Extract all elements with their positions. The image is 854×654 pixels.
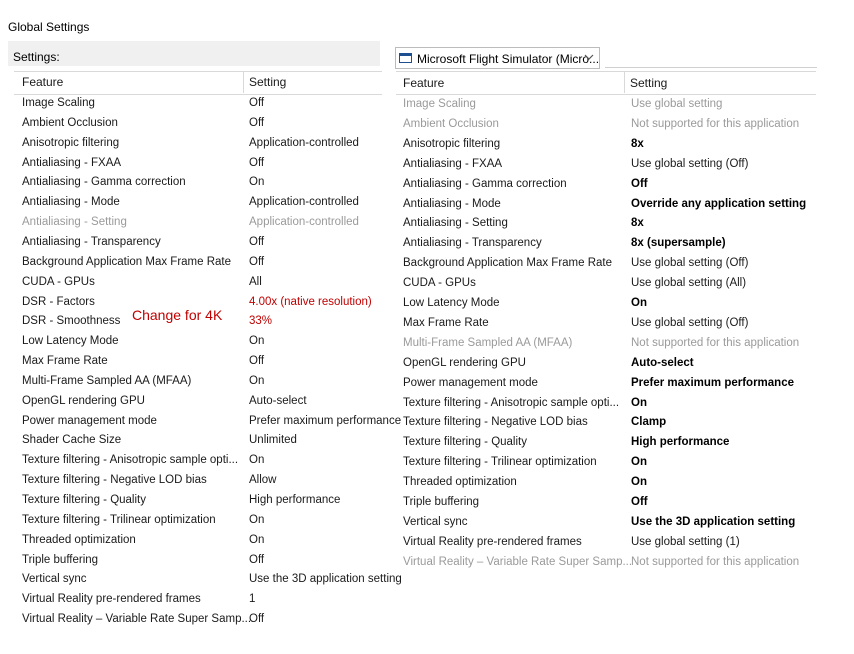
- left-row-feature[interactable]: OpenGL rendering GPU: [22, 394, 145, 407]
- right-row-setting[interactable]: Not supported for this application: [631, 117, 800, 130]
- settings-label: Settings:: [13, 50, 60, 64]
- left-row-setting[interactable]: Use the 3D application setting: [249, 573, 402, 586]
- left-row-setting[interactable]: Off: [249, 553, 265, 566]
- left-row-setting[interactable]: Allow: [249, 474, 277, 487]
- right-row-feature[interactable]: OpenGL rendering GPU: [403, 356, 526, 369]
- left-row-feature[interactable]: Antialiasing - FXAA: [22, 156, 122, 169]
- right-row-setting[interactable]: 8x: [631, 217, 644, 230]
- right-row-setting[interactable]: Not supported for this application: [631, 555, 800, 568]
- left-row-feature[interactable]: Image Scaling: [22, 97, 95, 109]
- right-row-setting[interactable]: Use global setting (All): [631, 277, 747, 290]
- left-row-feature[interactable]: Low Latency Mode: [22, 335, 119, 348]
- right-row-setting[interactable]: On: [631, 476, 647, 489]
- left-row-setting[interactable]: On: [249, 374, 265, 387]
- right-header-setting[interactable]: Setting: [630, 76, 668, 90]
- right-row-feature[interactable]: Antialiasing - Setting: [403, 217, 508, 230]
- global-settings-tab[interactable]: Global Settings: [8, 20, 90, 34]
- left-row-setting[interactable]: Auto-select: [249, 394, 307, 407]
- left-header-setting[interactable]: Setting: [249, 75, 287, 89]
- left-row-feature[interactable]: Anisotropic filtering: [22, 136, 120, 149]
- right-row-feature[interactable]: Vertical sync: [403, 515, 468, 528]
- right-row-feature[interactable]: Ambient Occlusion: [403, 117, 499, 130]
- right-row-feature[interactable]: CUDA - GPUs: [403, 277, 476, 290]
- left-row-setting[interactable]: Off: [249, 97, 265, 109]
- left-row-feature[interactable]: CUDA - GPUs: [22, 275, 95, 288]
- left-row-setting[interactable]: Off: [249, 235, 265, 248]
- right-row-setting[interactable]: Use global setting: [631, 98, 723, 110]
- left-row-setting[interactable]: Prefer maximum performance: [249, 414, 402, 427]
- right-row-feature[interactable]: Texture filtering - Negative LOD bias: [403, 416, 588, 429]
- left-row-setting[interactable]: All: [249, 275, 262, 288]
- right-table-header: [396, 71, 816, 95]
- right-row-feature[interactable]: Antialiasing - Gamma correction: [403, 177, 567, 190]
- left-row-setting[interactable]: Off: [249, 116, 265, 129]
- right-header-feature[interactable]: Feature: [403, 76, 445, 90]
- left-row-setting[interactable]: On: [249, 176, 265, 189]
- left-row-setting[interactable]: 33%: [249, 315, 273, 328]
- right-row-setting[interactable]: Override any application setting: [631, 197, 807, 210]
- right-row-setting[interactable]: Use the 3D application setting: [631, 515, 796, 528]
- right-row-feature[interactable]: Power management mode: [403, 376, 538, 389]
- left-row-feature[interactable]: Virtual Reality – Variable Rate Super Samp...: [22, 613, 252, 626]
- right-row-feature[interactable]: Texture filtering - Quality: [403, 436, 527, 449]
- left-row-setting[interactable]: Unlimited: [249, 434, 297, 447]
- chevron-down-icon: [584, 50, 594, 64]
- right-row-setting[interactable]: Auto-select: [631, 356, 694, 369]
- right-row-setting[interactable]: High performance: [631, 436, 730, 449]
- left-row-feature[interactable]: Texture filtering - Quality: [22, 494, 146, 506]
- left-row-feature[interactable]: Threaded optimization: [22, 533, 136, 546]
- right-row-feature[interactable]: Background Application Max Frame Rate: [403, 257, 613, 270]
- left-row-feature[interactable]: Texture filtering - Anisotropic sample opti...: [22, 454, 239, 467]
- left-row-feature[interactable]: Background Application Max Frame Rate: [22, 255, 232, 268]
- left-row-feature[interactable]: Texture filtering - Negative LOD bias: [22, 474, 207, 487]
- left-row-feature[interactable]: Vertical sync: [22, 573, 87, 586]
- right-row-feature[interactable]: Texture filtering - Anisotropic sample opti...: [403, 396, 620, 409]
- right-row-feature[interactable]: Low Latency Mode: [403, 297, 500, 309]
- right-row-setting[interactable]: Use global setting (1): [631, 535, 740, 548]
- change-for-4k-annotation: Change for 4K: [132, 307, 223, 323]
- right-row-feature[interactable]: Max Frame Rate: [403, 316, 489, 329]
- left-row-feature[interactable]: DSR - Factors: [22, 295, 95, 308]
- right-row-setting[interactable]: On: [631, 297, 647, 309]
- right-row-feature[interactable]: Virtual Reality pre-rendered frames: [403, 535, 582, 548]
- app-window-icon: [399, 53, 412, 63]
- left-row-feature[interactable]: Ambient Occlusion: [22, 116, 118, 129]
- left-row-setting[interactable]: Off: [249, 613, 265, 626]
- left-row-setting[interactable]: On: [249, 454, 265, 467]
- right-row-feature[interactable]: Multi-Frame Sampled AA (MFAA): [403, 336, 573, 349]
- right-row-feature[interactable]: Image Scaling: [403, 98, 476, 110]
- left-row-feature[interactable]: Triple buffering: [22, 553, 99, 566]
- left-row-feature[interactable]: Antialiasing - Gamma correction: [22, 176, 186, 189]
- right-row-setting[interactable]: Use global setting (Off): [631, 257, 749, 270]
- right-row-setting[interactable]: Use global setting (Off): [631, 316, 749, 329]
- right-row-setting[interactable]: Clamp: [631, 416, 667, 429]
- program-select-dropdown[interactable]: [395, 47, 600, 69]
- left-row-feature[interactable]: Max Frame Rate: [22, 355, 108, 368]
- left-row-setting[interactable]: Off: [249, 255, 265, 268]
- left-row-feature[interactable]: Antialiasing - Setting: [22, 216, 127, 229]
- left-header-feature[interactable]: Feature: [22, 75, 64, 89]
- left-row-feature[interactable]: Antialiasing - Transparency: [22, 235, 161, 248]
- right-row-feature[interactable]: Anisotropic filtering: [403, 137, 501, 150]
- left-row-feature[interactable]: DSR - Smoothness: [22, 315, 121, 328]
- left-row-setting[interactable]: On: [249, 335, 265, 348]
- left-row-feature[interactable]: Antialiasing - Mode: [22, 196, 120, 209]
- right-row-setting[interactable]: Off: [631, 177, 648, 190]
- program-select-value: Microsoft Flight Simulator (Micro...: [417, 52, 600, 66]
- right-header-separator[interactable]: [624, 71, 625, 93]
- right-row-feature[interactable]: Virtual Reality – Variable Rate Super Samp...: [403, 555, 633, 568]
- left-row-feature[interactable]: Texture filtering - Trilinear optimization: [22, 513, 216, 526]
- left-row-setting[interactable]: On: [249, 533, 265, 546]
- right-row-setting[interactable]: 8x (supersample): [631, 237, 726, 250]
- left-row-setting[interactable]: 4.00x (native resolution): [249, 295, 372, 308]
- program-bar-line: [605, 67, 817, 68]
- right-row-feature[interactable]: Triple buffering: [403, 496, 480, 508]
- right-row-setting[interactable]: Off: [631, 496, 648, 508]
- left-table-header: [14, 71, 382, 95]
- right-row-setting[interactable]: 8x: [631, 137, 644, 150]
- left-row-setting[interactable]: On: [249, 513, 265, 526]
- left-row-setting[interactable]: Application-controlled: [249, 136, 359, 149]
- right-row-feature[interactable]: Threaded optimization: [403, 476, 517, 489]
- right-row-feature[interactable]: Antialiasing - FXAA: [403, 157, 503, 170]
- left-row-feature[interactable]: Virtual Reality pre-rendered frames: [22, 593, 201, 606]
- right-row-setting[interactable]: On: [631, 396, 647, 409]
- settings-label-bar: [8, 41, 380, 66]
- right-row-setting[interactable]: Not supported for this application: [631, 336, 800, 349]
- right-row-setting[interactable]: Prefer maximum performance: [631, 376, 794, 389]
- right-row-setting[interactable]: On: [631, 456, 647, 469]
- left-row-feature[interactable]: Power management mode: [22, 414, 157, 427]
- left-row-setting[interactable]: Off: [249, 355, 265, 368]
- left-header-separator[interactable]: [243, 71, 244, 93]
- left-row-setting[interactable]: Application-controlled: [249, 196, 359, 209]
- right-row-setting[interactable]: Use global setting (Off): [631, 157, 749, 170]
- left-row-setting[interactable]: High performance: [249, 494, 341, 506]
- left-row-setting[interactable]: Off: [249, 156, 265, 169]
- right-row-feature[interactable]: Antialiasing - Transparency: [403, 237, 542, 250]
- left-row-feature[interactable]: Multi-Frame Sampled AA (MFAA): [22, 374, 192, 387]
- left-row-setting[interactable]: 1: [249, 593, 256, 606]
- left-row-setting[interactable]: Application-controlled: [249, 216, 359, 229]
- right-row-feature[interactable]: Antialiasing - Mode: [403, 197, 501, 210]
- left-row-feature[interactable]: Shader Cache Size: [22, 434, 122, 447]
- right-row-feature[interactable]: Texture filtering - Trilinear optimization: [403, 456, 597, 469]
